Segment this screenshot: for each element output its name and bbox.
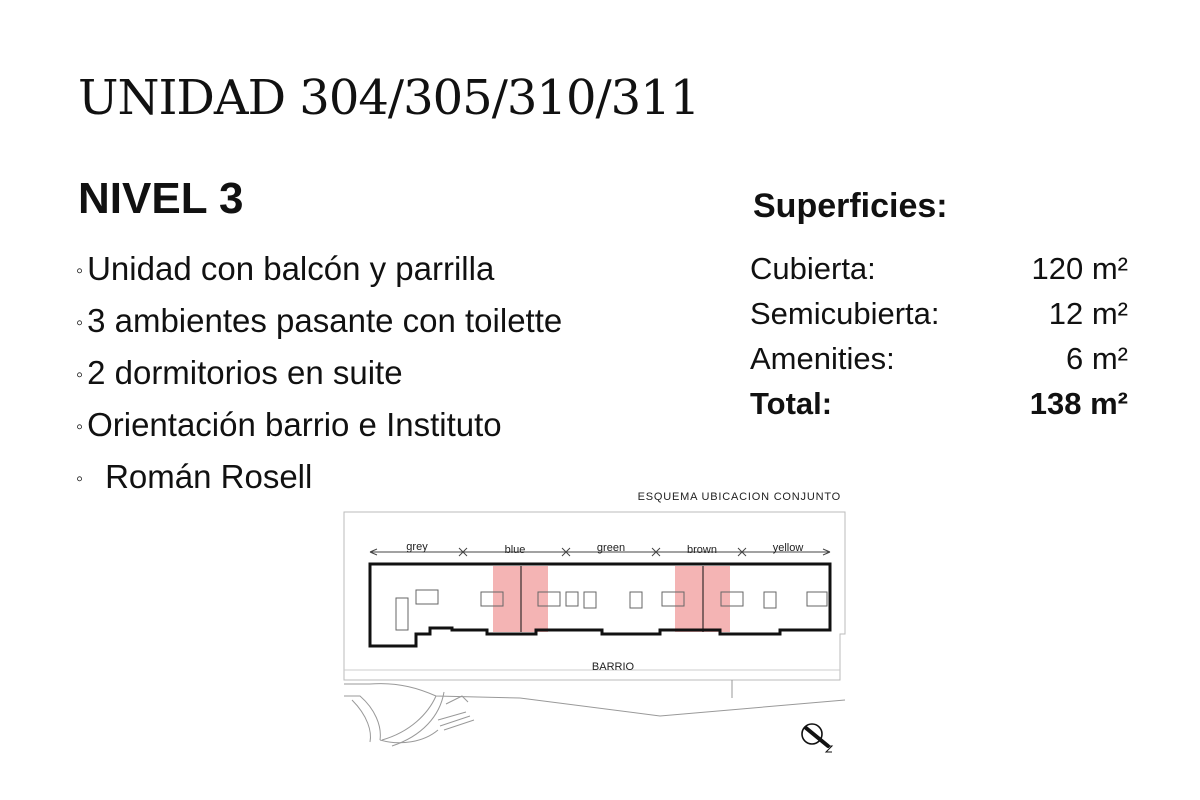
bullet-icon: ◦ — [76, 416, 84, 438]
interior-element — [764, 592, 776, 608]
north-arrow-icon — [802, 724, 832, 752]
page-title: UNIDAD 304/305/310/311 — [78, 70, 700, 126]
bullet-icon: ◦ — [76, 364, 84, 386]
surface-row-cubierta — [750, 246, 1128, 291]
diagram-caption: ESQUEMA UBICACION CONJUNTO — [637, 491, 841, 503]
feature-list — [76, 244, 562, 504]
curb-line — [380, 730, 438, 743]
section-label-blue: blue — [504, 544, 526, 556]
site-plan-svg — [340, 484, 852, 760]
surface-value: 138 m² — [1029, 386, 1128, 421]
section-label-green: green — [596, 542, 626, 554]
surface-label: Semicubierta: — [750, 296, 940, 331]
building-outline — [370, 564, 830, 646]
surface-label: Total: — [750, 386, 833, 421]
list-item: ◦ Román Rosell — [76, 458, 313, 495]
interior-element — [807, 592, 827, 606]
curb-line — [446, 696, 468, 704]
curb-line — [352, 700, 370, 742]
street-label: BARRIO — [591, 661, 635, 673]
surface-row-amenities — [750, 336, 1128, 381]
section-label-brown: brown — [687, 544, 717, 556]
section-label-yellow: yellow — [772, 542, 804, 554]
surface-value: 12 m² — [1048, 296, 1128, 331]
surfaces-table — [750, 246, 1128, 426]
surface-row-total — [750, 381, 1128, 426]
surface-value: 120 m² — [1031, 251, 1128, 286]
street-lines — [344, 680, 845, 746]
surfaces-heading: Superficies: — [753, 187, 948, 225]
list-item: ◦ 2 dormitorios en suite — [76, 354, 403, 391]
list-item: ◦ 3 ambientes pasante con toilette — [76, 302, 563, 339]
list-item: ◦ Orientación barrio e Instituto — [76, 406, 502, 443]
curb-line — [438, 712, 474, 730]
surface-label: Cubierta: — [750, 251, 876, 286]
bullet-icon: ◦ — [76, 312, 84, 334]
bullet-icon: ◦ — [76, 260, 84, 282]
interior-elements — [396, 590, 827, 630]
lot-outline — [344, 512, 845, 680]
site-plan-diagram — [340, 484, 852, 760]
curb-line — [344, 684, 845, 716]
interior-element — [416, 590, 438, 604]
interior-element — [566, 592, 578, 606]
list-item: ◦ Unidad con balcón y parrilla — [76, 250, 495, 287]
surface-value: 6 m² — [1066, 341, 1128, 376]
surface-label: Amenities: — [750, 341, 895, 376]
level-heading: NIVEL 3 — [78, 174, 244, 223]
bullet-icon: ◦ — [76, 468, 84, 490]
surface-row-semicubierta — [750, 291, 1128, 336]
interior-element — [584, 592, 596, 608]
curb-line — [392, 692, 444, 746]
interior-element — [396, 598, 408, 630]
interior-element — [630, 592, 642, 608]
section-label-grey: grey — [406, 541, 428, 553]
curb-line — [344, 696, 380, 740]
curb-line — [382, 696, 436, 740]
